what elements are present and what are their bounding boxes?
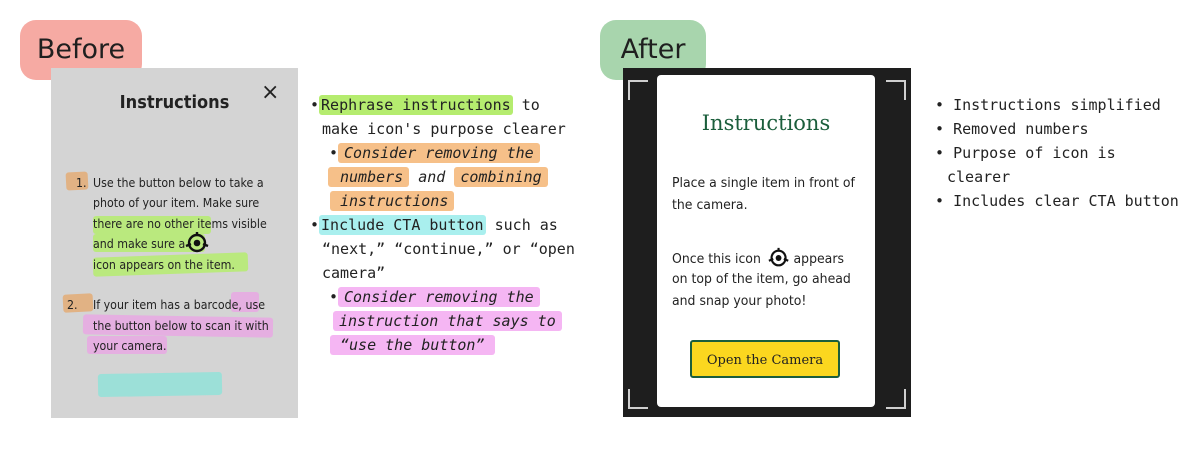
focus-target-icon <box>184 231 210 255</box>
result-item-1: • Instructions simplified <box>935 96 1161 114</box>
viewfinder-corner-tl <box>628 80 648 100</box>
after-line-3 <box>672 247 844 271</box>
result-text-3: Purpose of icon is <box>953 144 1116 162</box>
step2-line-2: the button below to scan it with <box>93 319 269 333</box>
note-2-line-2: “next,” “continue,” or “open <box>322 240 575 258</box>
step1-line-2: photo of your item. Make sure <box>93 196 260 210</box>
after-label: After <box>600 20 706 80</box>
note-highlight-rephrase: Rephrase instructions <box>321 96 511 114</box>
subnote-2-text-3: “use the button” <box>330 335 495 355</box>
after-line-2: the camera. <box>672 198 748 213</box>
step2-line-3: your camera. <box>93 339 167 353</box>
step1-line-4: and make sure a <box>93 237 186 251</box>
highlight-missing-button <box>98 372 222 397</box>
after-line-5: and snap your photo! <box>672 294 807 309</box>
focus-target-icon <box>767 247 790 269</box>
close-icon[interactable]: × <box>261 80 280 105</box>
note-highlight-cta: Include CTA button <box>321 216 484 234</box>
note-bullet-2: • Include CTA button such as <box>310 216 558 234</box>
result-text-1: Instructions simplified <box>953 96 1161 114</box>
subnote-1-text-1: Consider removing the <box>338 143 540 163</box>
note-bullet-1: • Rephrase instructions to <box>310 96 540 114</box>
subnote-1-line-3 <box>330 189 454 213</box>
subnote-1-instructions: instructions <box>330 191 454 211</box>
step1-number: 1. <box>76 176 87 190</box>
subnote-1-line-2 <box>328 165 548 189</box>
subnote-2-line-1: • Consider removing the <box>329 285 540 309</box>
subnote-2-text-1: Consider removing the <box>338 287 540 307</box>
subnote-1-and: and <box>409 168 455 186</box>
before-title: Instructions <box>119 92 230 113</box>
note-2-rest: such as <box>485 216 558 234</box>
step1-line-1: Use the button below to take a <box>93 176 264 190</box>
step1-line-5: icon appears on the item. <box>93 258 235 272</box>
after-line-3a: Once this icon <box>672 252 761 267</box>
note-2-line-3: camera” <box>322 264 386 282</box>
instruction-card <box>657 75 875 407</box>
subnote-2-line-3 <box>330 333 495 357</box>
after-line-3b: appears <box>793 252 844 267</box>
viewfinder-corner-br <box>886 389 906 409</box>
step1-line-3: there are no other items visible <box>93 217 267 231</box>
subnote-1-line-1: • Consider removing the <box>329 141 540 165</box>
note-1-line-2: make icon's purpose clearer <box>322 120 566 138</box>
result-item-2: • Removed numbers <box>935 120 1089 138</box>
result-text-2: Removed numbers <box>953 120 1089 138</box>
after-title: Instructions <box>701 111 831 135</box>
result-item-3: • Purpose of icon is <box>935 144 1116 162</box>
step2-number: 2. <box>67 298 78 312</box>
subnote-1-combining: combining <box>454 167 547 187</box>
result-text-4: Includes clear CTA button <box>953 192 1179 210</box>
subnote-2-text-2: instruction that says to <box>333 311 562 331</box>
subnote-1-numbers: numbers <box>328 167 409 187</box>
before-screen-mock <box>51 68 298 418</box>
before-label: Before <box>20 20 142 80</box>
open-camera-button[interactable]: Open the Camera <box>690 340 840 378</box>
after-screen-mock <box>623 68 911 417</box>
step2-line-1: If your item has a barcode, use <box>93 298 265 312</box>
viewfinder-corner-tr <box>886 80 906 100</box>
result-item-3-cont: clearer <box>947 168 1011 186</box>
after-line-1: Place a single item in front of <box>672 176 855 191</box>
viewfinder-corner-bl <box>628 389 648 409</box>
result-item-4: • Includes clear CTA button <box>935 192 1179 210</box>
after-line-4: on top of the item, go ahead <box>672 272 851 287</box>
note-1-rest: to <box>512 96 540 114</box>
subnote-2-line-2 <box>333 309 562 333</box>
